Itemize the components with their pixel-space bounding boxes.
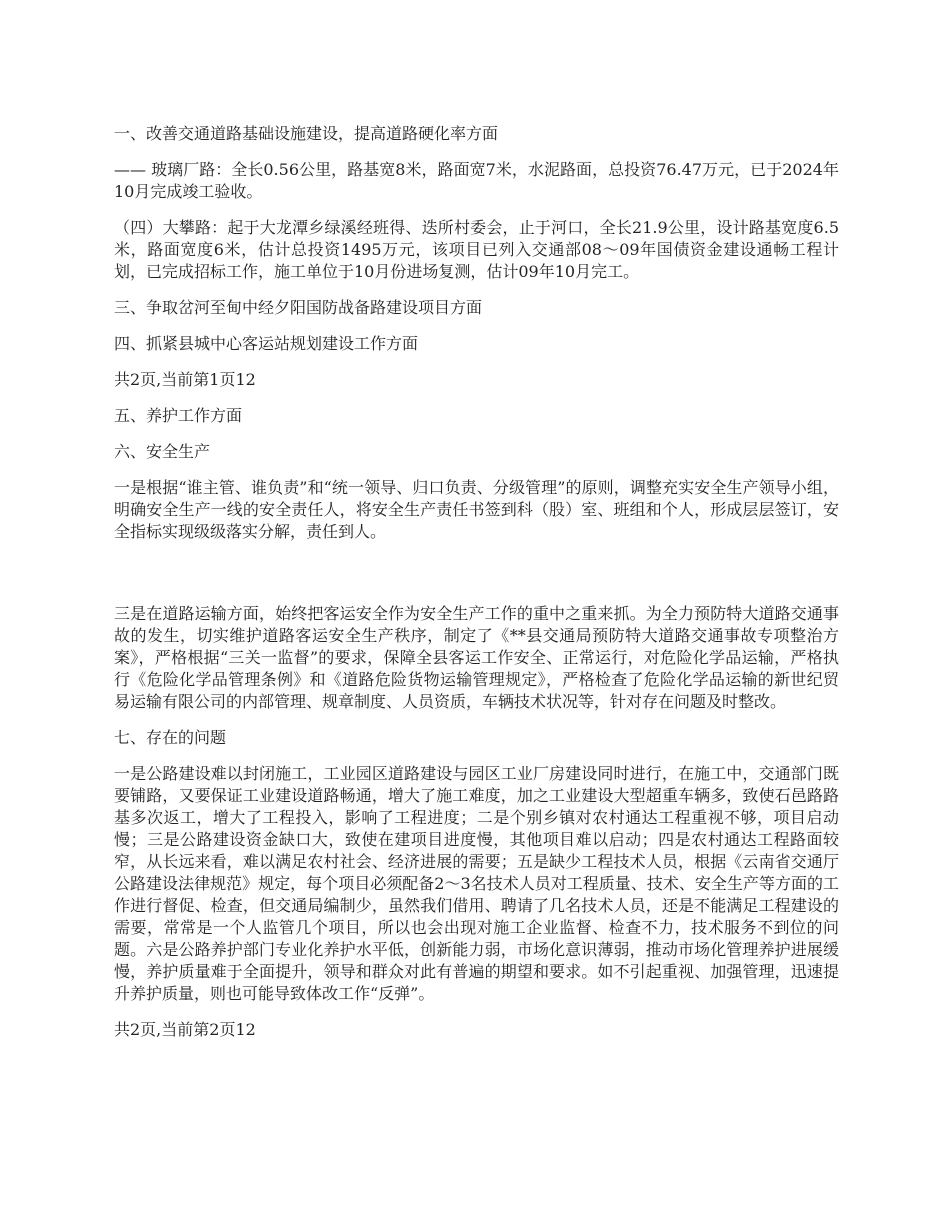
paragraph-road-transport-safety: 三是在道路运输方面，始终把客运安全作为安全生产工作的重中之重来抓。为全力预防特大道路交通事故的发生，切实维护道路客运安全生产秩序，制定了《**县交通局预防特大道路交通事故专项整治方案》，严格根据“三关一监督”的要求，保障全县客运工作安全、正常运行，对危险化学品运输，严格执行《危险化学品管理条例》和《道路危险货物运输管理规定》，严格检查了危险化学品运输的新世纪贸易运输有限公司的内部管理、规章制度、人员资质，车辆技术状况等，针对存在问题及时整改。: [114, 604, 839, 711]
paragraph-glass-factory-road: —— 玻璃厂路：全长0.56公里，路基宽8米，路面宽7米，水泥路面，总投资76.47万元，已于2024年10月完成竣工验收。: [114, 160, 839, 201]
section-heading-4: 四、抓紧县城中心客运站规划建设工作方面: [114, 334, 419, 353]
section-heading-5: 五、养护工作方面: [114, 406, 243, 425]
paragraph-dapan-road: （四）大攀路：起于大龙潭乡绿溪经班得、迭所村委会，止于河口，全长21.9公里，设计路基宽度6.5米，路面宽度6米，估计总投资1495万元，该项目已列入交通部08～09年国债资金建设通畅工程计划，已完成招标工作，施工单位于10月份进场复测，估计09年10月完工。: [114, 218, 839, 281]
section-heading-3: 三、争取岔河至甸中经夕阳国防战备路建设项目方面: [114, 298, 483, 317]
section-heading-1: 一、改善交通道路基础设施建设，提高道路硬化率方面: [114, 124, 499, 143]
section-heading-7: 七、存在的问题: [114, 728, 227, 747]
section-heading-6: 六、安全生产: [114, 442, 211, 461]
document-page: [114, 123, 839, 1055]
page-indicator-1: 共2页,当前第1页12: [114, 370, 256, 389]
paragraph-existing-problems: 一是公路建设难以封闭施工，工业园区道路建设与园区工业厂房建设同时进行，在施工中，交通部门既要铺路，又要保证工业建设道路畅通，增大了施工难度，加之工业建设大型超重车辆多，致使石邑路路基多次返工，增大了工程投入，影响了工程进度；二是个别乡镇对农村通达工程重视不够，项目启动慢；三是公路建设资金缺口大，致使在建项目进度慢，其他项目难以启动；四是农村通达工程路面较窄，从长远来看，难以满足农村社会、经济进展的需要；五是缺少工程技术人员，根据《云南省交通厅公路建设法律规范》规定，每个项目必须配备2～3名技术人员对工程质量、技术、安全生产等方面的工作进行督促、检查，但交通局编制少，虽然我们借用、聘请了几名技术人员，还是不能满足工程建设的需要，常常是一个人监管几个项目，所以也会出现对施工企业监督、检查不力，技术服务不到位的问题。六是公路养护部门专业化养护水平低，创新能力弱，市场化意识薄弱，推动市场化管理养护进展缓慢，养护质量难于全面提升，领导和群众对此有普遍的期望和要求。如不引起重视、加强管理，迅速提升养护质量，则也可能导致体改工作“反弹”。: [114, 764, 839, 1003]
blank-spacer: [114, 557, 839, 603]
paragraph-safety-responsibility: 一是根据“谁主管、谁负责”和“统一领导、归口负责、分级管理”的原则，调整充实安全生产领导小组，明确安全生产一线的安全责任人，将安全生产责任书签到科（股）室、班组和个人，形成层层签订，安全指标实现级级落实分解，责任到人。: [114, 478, 839, 541]
page-indicator-2: 共2页,当前第2页12: [114, 1020, 256, 1039]
